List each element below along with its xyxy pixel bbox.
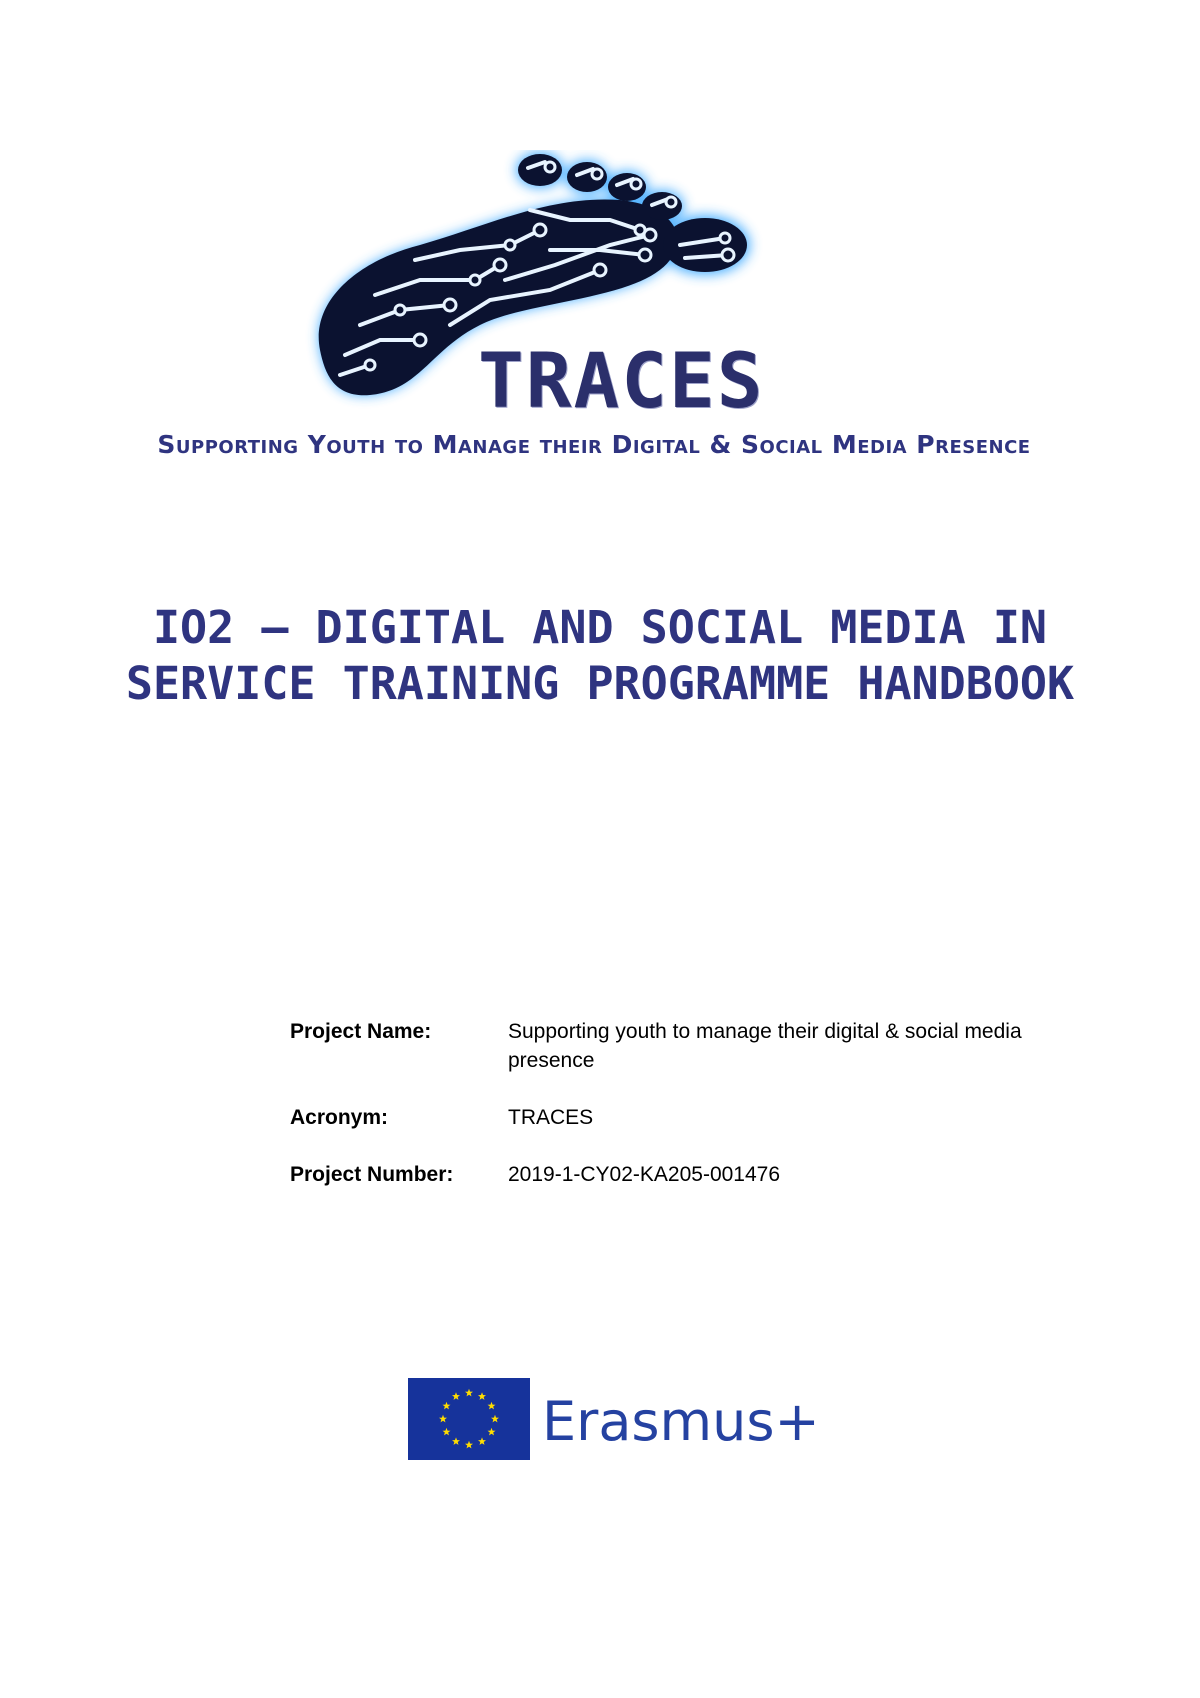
project-name-label: Project Name:	[290, 1020, 432, 1043]
traces-logo	[0, 150, 1200, 470]
acronym-label: Acronym:	[290, 1106, 389, 1129]
document-title-line-2: SERVICE TRAINING PROGRAMME HANDBOOK	[125, 657, 1075, 710]
document-title-line-1: IO2 – DIGITAL AND SOCIAL MEDIA IN	[152, 601, 1048, 654]
project-number-label: Project Number:	[290, 1163, 454, 1186]
project-info-table	[290, 1017, 1090, 1217]
project-info-row	[290, 1103, 1090, 1132]
project-number-value: 2019-1-CY02-KA205-001476	[508, 1163, 781, 1186]
project-name-value: Supporting youth to manage their digital & social media presence	[508, 1020, 1022, 1072]
logo-tagline: Supporting Youth to Manage their Digital & Social Media Presence	[157, 430, 1031, 459]
erasmus-plus-logo	[408, 1378, 820, 1460]
project-info-row	[290, 1017, 1090, 1075]
project-info-row	[290, 1160, 1090, 1189]
document-title	[100, 600, 1100, 712]
erasmus-plus-wordmark: Erasmus+	[542, 1390, 820, 1453]
logo-wordmark: TRACES	[478, 336, 765, 425]
acronym-value: TRACES	[508, 1106, 594, 1129]
eu-flag-icon	[408, 1378, 530, 1460]
